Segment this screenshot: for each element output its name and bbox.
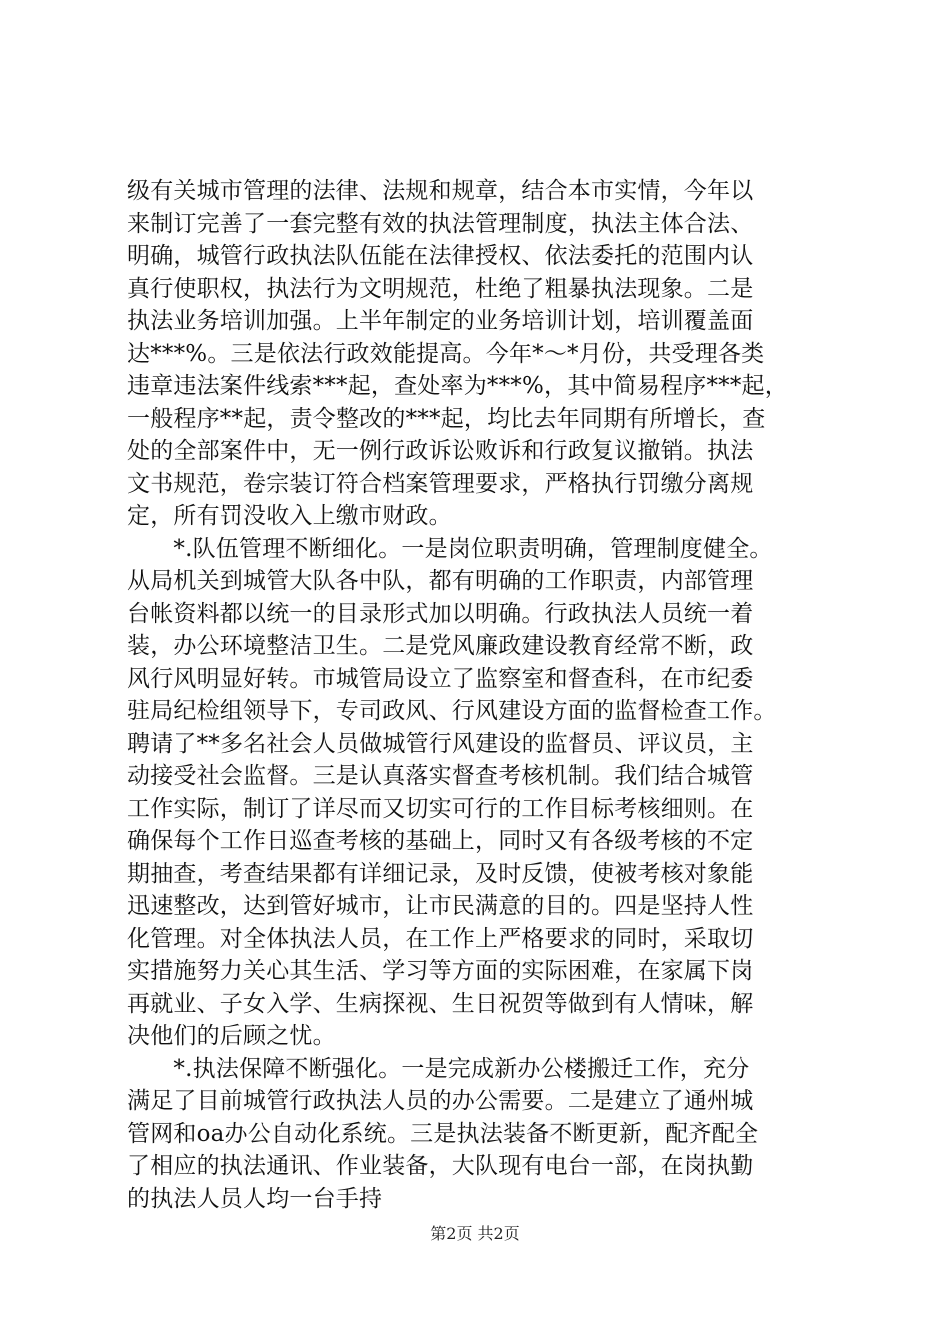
text-line: 装，办公环境整洁卫生。二是党风廉政建设教育经常不断，政 (127, 633, 754, 659)
text-line: 再就业、子女入学、生病探视、生日祝贺等做到有人情味，解 (127, 990, 754, 1017)
text-line: 满足了目前城管行政执法人员的办公需要。二是建立了通州城 (127, 1088, 754, 1114)
text-line: 来制订完善了一套完整有效的执法管理制度，执法主体合法、 (127, 210, 754, 237)
text-line: 明确，城管行政执法队伍能在法律授权、依法委托的范围内认 (127, 243, 754, 269)
page-number-footer: 第2页 共2页 (430, 1224, 520, 1243)
text-line: 动接受社会监督。三是认真落实督查考核机制。我们结合城管 (127, 763, 754, 789)
text-line: 真行使职权，执法行为文明规范，杜绝了粗暴执法现象。二是 (127, 275, 754, 302)
text-line: 迅速整改，达到管好城市，让市民满意的目的。四是坚持人性 (127, 893, 754, 919)
text-line: 的执法人员人均一台手持 (127, 1185, 383, 1212)
text-line: 风行风明显好转。市城管局设立了监察室和督查科，在市纪委 (127, 665, 754, 692)
text-line: 处的全部案件中，无一例行政诉讼败诉和行政复议撤销。执法 (127, 438, 754, 464)
text-line: 文书规范，卷宗装订符合档案管理要求，严格执行罚缴分离规 (127, 470, 754, 497)
text-line: 期抽查，考查结果都有详细记录，及时反馈，使被考核对象能 (127, 860, 754, 887)
text-line: 了相应的执法通讯、作业装备，大队现有电台一部，在岗执勤 (127, 1153, 754, 1179)
text-line: 驻局纪检组领导下，专司政风、行风建设方面的监督检查工作。 (127, 698, 777, 724)
text-line: 管网和oa办公自动化系统。三是执法装备不断更新，配齐配全 (127, 1120, 759, 1147)
text-line: 级有关城市管理的法律、法规和规章，结合本市实情，今年以 (127, 178, 754, 204)
text-line: 执法业务培训加强。上半年制定的业务培训计划，培训覆盖面 (127, 308, 754, 334)
text-line: 定，所有罚没收入上缴市财政。 (127, 503, 452, 529)
text-line: 化管理。对全体执法人员，在工作上严格要求的同时，采取切 (127, 925, 754, 952)
text-line: 决他们的后顾之忧。 (127, 1023, 336, 1049)
text-line: 工作实际，制订了详尽而又切实可行的工作目标考核细则。在 (127, 795, 754, 822)
text-line: 一般程序**起，责令整改的***起，均比去年同期有所增长，查 (127, 405, 766, 432)
text-line: 聘请了**多名社会人员做城管行风建设的监督员、评议员，主 (127, 730, 754, 757)
text-line: 从局机关到城管大队各中队，都有明确的工作职责，内部管理 (127, 568, 754, 594)
text-line: 实措施努力关心其生活、学习等方面的实际困难，在家属下岗 (127, 958, 754, 984)
text-line: 确保每个工作日巡查考核的基础上，同时又有各级考核的不定 (127, 828, 754, 854)
text-line: *.执法保障不断强化。一是完成新办公楼搬迁工作，充分 (127, 1055, 750, 1082)
document-body (127, 175, 867, 1215)
text-line: 达***%。三是依法行政效能提高。今年*～*月份，共受理各类 (127, 340, 765, 367)
text-line: *.队伍管理不断细化。一是岗位职责明确，管理制度健全。 (127, 535, 773, 562)
text-line: 台帐资料都以统一的目录形式加以明确。行政执法人员统一着 (127, 600, 754, 627)
text-line: 违章违法案件线索***起，查处率为***%，其中简易程序***起， (127, 373, 788, 399)
